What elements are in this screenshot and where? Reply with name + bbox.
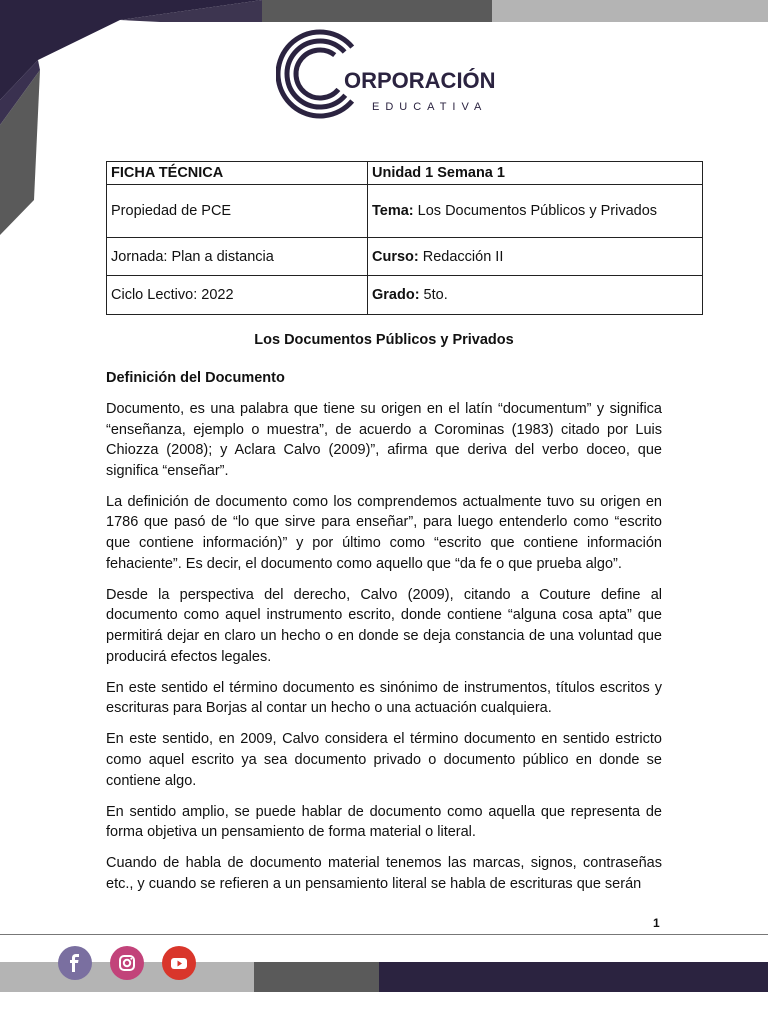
ficha-row [107,238,703,276]
ficha-label: Grado: [372,287,420,303]
corporacion-educativa-logo [276,22,496,126]
ficha-cell [368,276,703,315]
section-heading: Definición del Documento [106,370,285,386]
paragraph: En sentido amplio, se puede hablar de documento como aquella que representa de forma objetiva un pensamiento de forma material o literal. [106,803,662,841]
ficha-row [107,162,703,185]
ficha-cell: Ciclo Lectivo: 2022 [107,276,368,315]
ficha-tecnica-table [106,161,703,315]
ficha-row [107,276,703,315]
page-number: 1 [653,916,660,930]
document-body [106,399,662,905]
ficha-value: Los Documentos Públicos y Privados [413,203,658,219]
ficha-cell [368,185,703,238]
paragraph: Documento, es una palabra que tiene su origen en el latín “documentum” y significa “enseñanza, ejemplo o muestra”, de acuerdo a Corominas (1983) citado por Luis Chiozza (2008); y Aclara Calvo (2009)”, afirma que deriva del verbo doceo, que significa “enseñar”. [106,401,662,479]
ficha-value: 5to. [419,287,448,303]
ficha-cell [368,238,703,276]
logo-wordmark: ORPORACIÓN [344,68,496,93]
ficha-label: Curso: [372,248,419,265]
paragraph: En este sentido el término documento es sinónimo de instrumentos, títulos escritos y escrituras para Borjas al contar un hecho o una actuación cualquiera. [106,679,662,717]
ficha-cell: FICHA TÉCNICA [107,162,368,185]
paragraph: Cuando de habla de documento material tenemos las marcas, signos, contraseñas etc., y cuando se refieren a un pensamiento literal se habla de escrituras que serán [106,855,662,892]
paragraph: Desde la perspectiva del derecho, Calvo (2009), citando a Couture define al documento como aquel instrumento escrito, donde contiene “alguna cosa apta” que permitirá dejar en claro un hecho o en donde se deja constancia de una voluntad que producirá efectos legales. [106,586,662,665]
document-title: Los Documentos Públicos y Privados [254,332,514,348]
ficha-cell: Propiedad de PCE [107,185,368,238]
paragraph: La definición de documento como los comprendemos actualmente tuvo su origen en 1786 que pasó de “lo que sirve para enseñar”, para luego entenderlo como “escrito que contiene información)” y por último como “escrito que contiene información fehaciente”. Es decir, el documento como aquello que “da fe o que prueba algo”. [106,493,662,572]
facebook-icon[interactable] [58,946,92,980]
ficha-value: Redacción II [418,248,504,265]
ficha-cell: Jornada: Plan a distancia [107,238,368,276]
footer-divider [0,934,768,935]
paragraph: En este sentido, en 2009, Calvo considera el término documento en sentido estricto como aquel escrito ya sea documento privado o documento público en donde se contiene algo. [106,731,662,789]
ficha-cell: Unidad 1 Semana 1 [368,162,703,185]
logo-subtitle: EDUCATIVA [372,101,488,113]
instagram-icon[interactable] [110,946,144,980]
youtube-icon[interactable] [162,946,196,980]
ficha-label: Tema: [372,203,414,219]
ficha-row [107,185,703,238]
